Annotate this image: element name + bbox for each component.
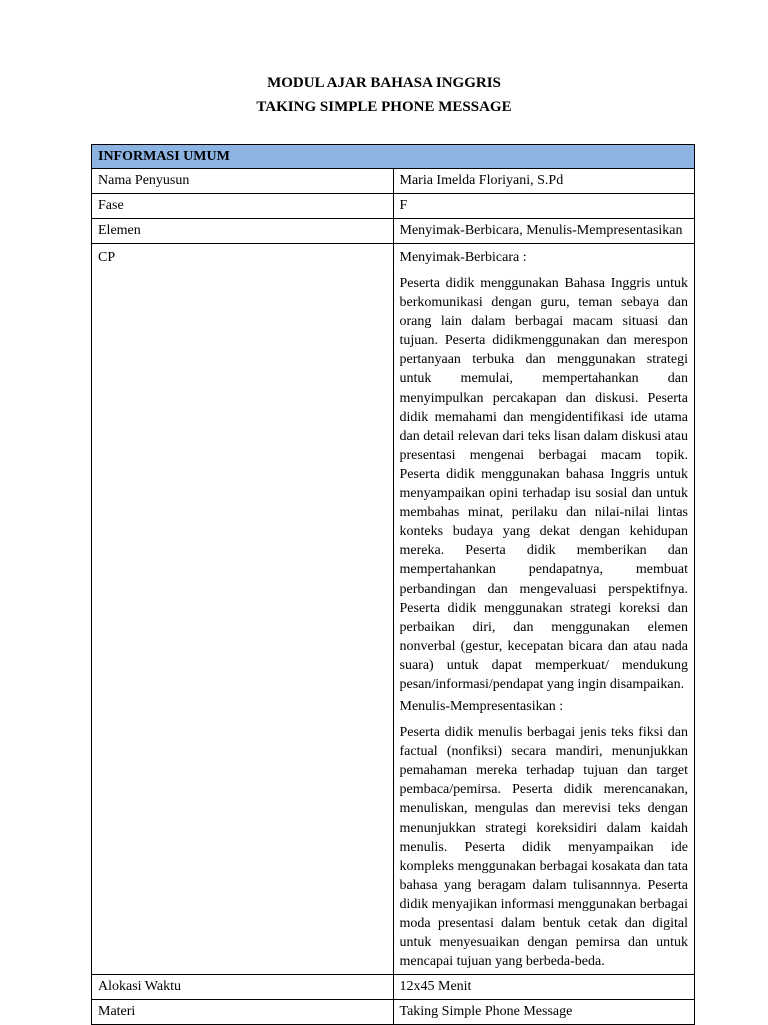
row-label-materi: Materi (92, 1000, 394, 1025)
table-row-cp (92, 244, 695, 975)
row-value-cp (393, 244, 695, 975)
row-value-nama-penyusun: Maria Imelda Floriyani, S.Pd (393, 169, 695, 194)
table-row (92, 194, 695, 219)
row-value-alokasi-waktu: 12x45 Menit (393, 975, 695, 1000)
cp-heading-menulis-mempresentasikan: Menulis-Mempresentasikan : (399, 699, 564, 715)
table-header-row (92, 145, 695, 169)
cp-text-menyimak-berbicara: Peserta didik menggunakan Bahasa Inggris untuk berkomunikasi dengan guru, teman sebaya dan orang lain dalam berbagai macam situasi dan tujuan. Peserta didikmenggunakan dan merespon pertanyaan terbuka dan menggunakan strategi untuk memulai, mempertahankan dan menyimpulkan percakapan dan diskusi. Peserta didik memahami dan mengidentifikasi ide utama dan detail relevan dari teks lisan dalam diskusi atau presentasi mengenai berbagai macam topik. Peserta didik menggunakan bahasa Inggris untuk menyampaikan opini terhadap isu sosial dan untuk membahas minat, perilaku dan nilai-nilai lintas konteks budaya yang dekat dengan kehidupan mereka. Peserta didik memberikan dan mempertahankan pendapatnya, membuat perbandingan dan mengevaluasi perspektifnya. Peserta didik menggunakan strategi koreksi dan perbaikan diri, dan menggunakan elemen nonverbal (gestur, kecepatan bicara dan atau nada suara) untuk dapat memperkuat/ mendukung pesan/informasi/pendapat yang ingin disampaikan. (399, 276, 688, 692)
row-value-fase: F (393, 194, 695, 219)
document-title: MODUL AJAR BAHASA INGGRIS (267, 75, 501, 91)
table-row (92, 975, 695, 1000)
table-row (92, 1000, 695, 1025)
row-value-materi: Taking Simple Phone Message (393, 1000, 695, 1025)
cp-heading-menyimak-berbicara: Menyimak-Berbicara : (399, 250, 527, 265)
row-label-cp: CP (92, 244, 394, 975)
row-value-elemen: Menyimak-Berbicara, Menulis-Mempresentasikan (393, 219, 695, 244)
row-label-elemen: Elemen (92, 219, 394, 244)
row-label-nama-penyusun: Nama Penyusun (92, 169, 394, 194)
row-label-alokasi-waktu: Alokasi Waktu (92, 975, 394, 1000)
row-label-fase: Fase (92, 194, 394, 219)
table-row (92, 169, 695, 194)
document-subtitle: TAKING SIMPLE PHONE MESSAGE (256, 99, 512, 115)
table-row (92, 219, 695, 244)
cp-text-menulis-mempresentasikan: Peserta didik menulis berbagai jenis teks fiksi dan factual (nonfiksi) secara mandiri, menunjukkan pemahaman mereka terhadap tujuan dan target pembaca/pemirsa. Peserta didik merencanakan, menuliskan, mengulas dan merevisi teks dengan menunjukkan strategi koreksidiri dalam kaidah menulis. Peserta didik menyampaikan ide kompleks menggunakan berbagai kosakata dan tata bahasa yang beragam dalam tulisannnya. Peserta didik menyajikan informasi menggunakan berbagai moda presentasi dalam bentuk cetak dan digital untuk menyesuaikan dengan pemirsa dan untuk mencapai tujuan yang berbeda-beda. (399, 725, 688, 970)
table-header: INFORMASI UMUM (92, 145, 695, 169)
informasi-umum-table (91, 144, 695, 1025)
